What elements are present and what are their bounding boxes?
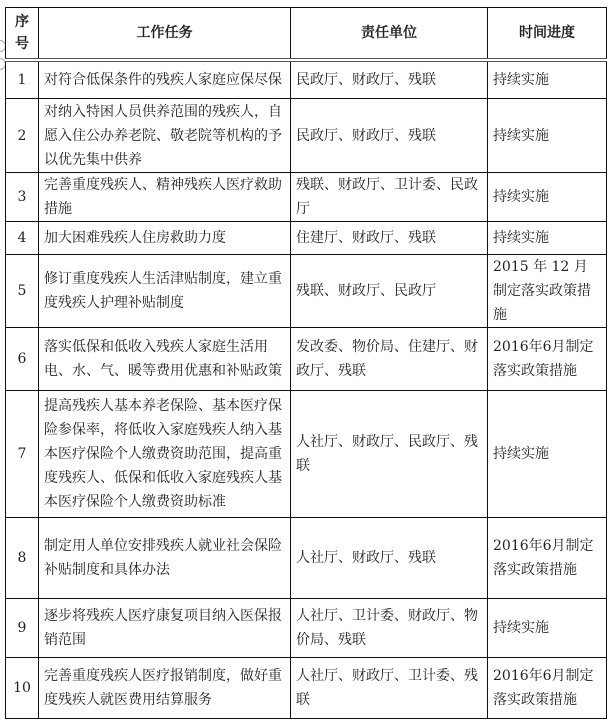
row-schedule: 2016年6月制定落实政策措施	[488, 328, 607, 391]
row-seq: 4	[6, 222, 39, 255]
row-unit: 残联、财政厅、卫计委、民政厅	[291, 173, 488, 222]
row-unit: 发改委、物价局、住建厅、财政厅、残联	[291, 328, 488, 391]
task-table	[5, 7, 607, 719]
table-row	[6, 255, 607, 328]
row-task: 加大困难残疾人住房救助力度	[39, 222, 291, 255]
row-schedule: 持续实施	[488, 599, 607, 658]
table-row	[6, 328, 607, 391]
row-unit: 住建厅、财政厅、残联	[291, 222, 488, 255]
row-task: 落实低保和低收入残疾人家庭生活用电、水、气、暖等费用优惠和补贴政策	[39, 328, 291, 391]
row-unit: 人社厅、财政厅、卫计委、残联	[291, 658, 488, 719]
row-task: 对纳入特困人员供养范围的残疾人，自愿入住公办养老院、敬老院等机构的予以优先集中供养	[39, 99, 291, 173]
row-seq: 6	[6, 328, 39, 391]
row-seq: 7	[6, 391, 39, 518]
row-task: 修订重度残疾人生活津贴制度，建立重度残疾人护理补贴制度	[39, 255, 291, 328]
table-row	[6, 391, 607, 518]
header-task: 工作任务	[39, 8, 291, 60]
header-schedule: 时间进度	[488, 8, 607, 60]
table-row	[6, 99, 607, 173]
row-unit: 民政厅、财政厅、残联	[291, 60, 488, 99]
row-schedule: 2016年6月制定落实政策措施	[488, 518, 607, 599]
row-task: 完善重度残疾人医疗报销制度，做好重度残疾人就医费用结算服务	[39, 658, 291, 719]
row-unit: 人社厅、财政厅、民政厅、残联	[291, 391, 488, 518]
row-unit: 民政厅、财政厅、残联	[291, 99, 488, 173]
row-task: 逐步将残疾人医疗康复项目纳入医保报销范围	[39, 599, 291, 658]
row-seq: 9	[6, 599, 39, 658]
header-row	[6, 8, 607, 60]
table-row	[6, 60, 607, 99]
row-schedule: 持续实施	[488, 60, 607, 99]
table-row	[6, 599, 607, 658]
row-schedule: 持续实施	[488, 222, 607, 255]
table-row	[6, 173, 607, 222]
row-seq: 5	[6, 255, 39, 328]
header-seq: 序号	[6, 8, 39, 60]
row-schedule: 持续实施	[488, 391, 607, 518]
row-task: 制定用人单位安排残疾人就业社会保险补贴制度和具体办法	[39, 518, 291, 599]
row-task: 完善重度残疾人、精神残疾人医疗救助措施	[39, 173, 291, 222]
row-task: 对符合低保条件的残疾人家庭应保尽保	[39, 60, 291, 99]
header-unit: 责任单位	[291, 8, 488, 60]
row-unit: 人社厅、财政厅、残联	[291, 518, 488, 599]
row-seq: 8	[6, 518, 39, 599]
row-schedule: 2015 年 12 月制定落实政策措施	[488, 255, 607, 328]
table-row	[6, 222, 607, 255]
row-seq: 10	[6, 658, 39, 719]
row-schedule: 2016年6月制定落实政策措施	[488, 658, 607, 719]
table-row	[6, 518, 607, 599]
row-seq: 2	[6, 99, 39, 173]
row-schedule: 持续实施	[488, 99, 607, 173]
row-unit: 残联、财政厅、民政厅	[291, 255, 488, 328]
row-task: 提高残疾人基本养老保险、基本医疗保险参保率，将低收入家庭残疾人纳入基本医疗保险个人缴费资助范围，提高重度残疾人、低保和低收入家庭残疾人基本医疗保险个人缴费资助标准	[39, 391, 291, 518]
row-unit: 人社厅、卫计委、财政厅、物价局、残联	[291, 599, 488, 658]
row-schedule: 持续实施	[488, 173, 607, 222]
table-row	[6, 658, 607, 719]
row-seq: 3	[6, 173, 39, 222]
row-seq: 1	[6, 60, 39, 99]
